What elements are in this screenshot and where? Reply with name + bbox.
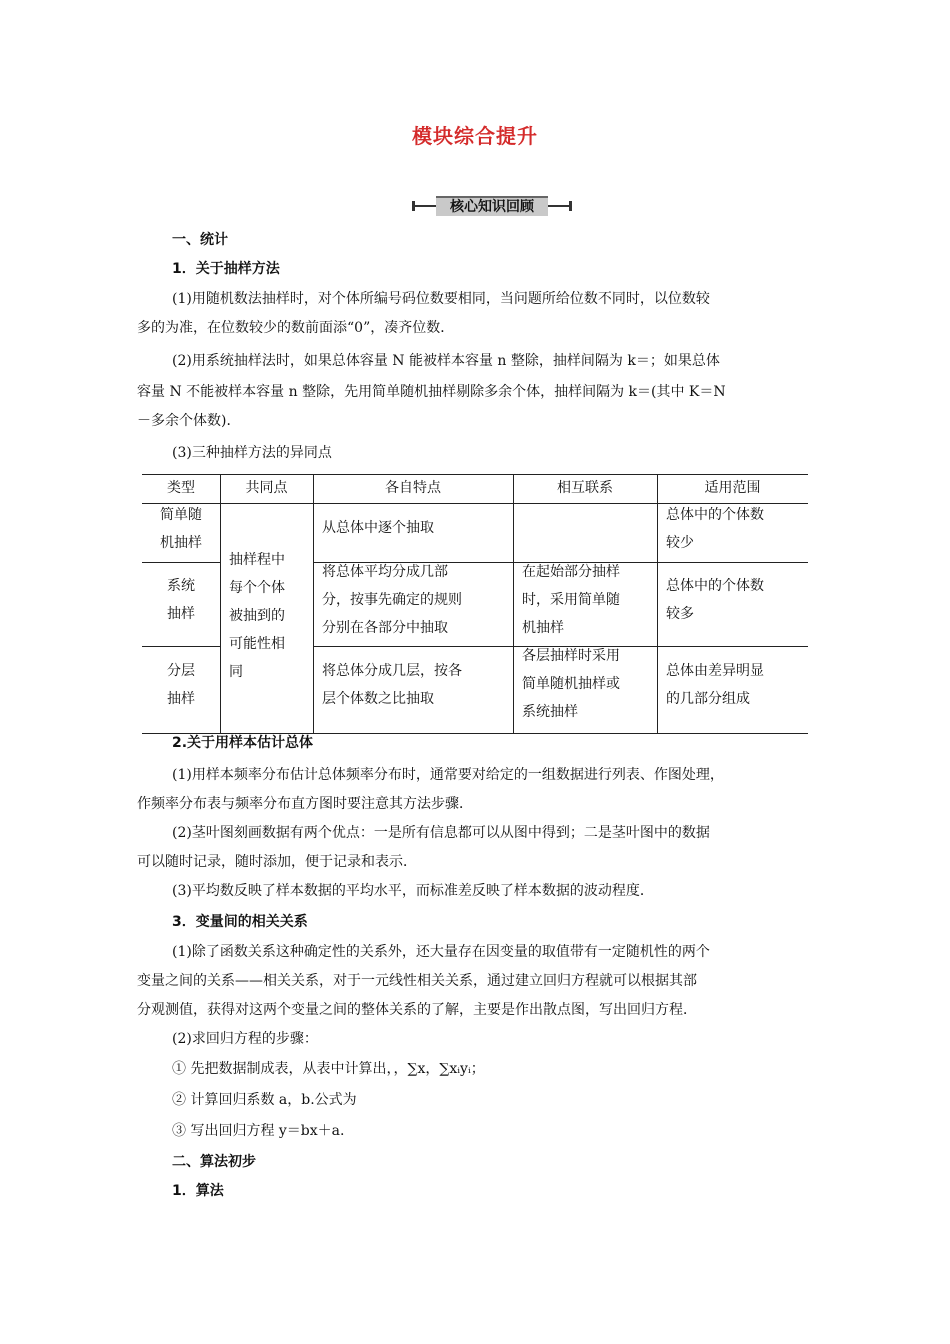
table-cell-feature: 从总体中逐个抽取: [322, 520, 434, 536]
section-heading-statistics: 一、统计: [172, 232, 228, 248]
subheading-algorithm: 1．算法: [172, 1183, 224, 1199]
paragraph-line: 多的为准，在位数较少的数前面添“0”，凑齐位数．: [137, 320, 455, 336]
table-cell-scope: 总体中的个体数 较少: [666, 507, 764, 551]
table-cell-type: 分层 抽样: [167, 663, 195, 707]
subheading-sample-estimation: 2.关于用样本估计总体: [172, 735, 314, 751]
subheading-correlation: 3．变量间的相关关系: [172, 914, 308, 930]
sampling-comparison-table: [142, 474, 808, 734]
step-item: ② 计算回归系数 a，b.公式为: [172, 1092, 357, 1108]
paragraph-line: (1)用随机数法抽样时，对个体所编号码位数要相同，当问题所给位数不同时，以位数较: [172, 291, 710, 307]
table-cell-relation: 各层抽样时采用 简单随机抽样或 系统抽样: [522, 648, 620, 720]
table-cell-scope: 总体中的个体数 较多: [666, 578, 764, 622]
page-title: 模块综合提升: [412, 124, 538, 148]
paragraph-line: 容量 N 不能被样本容量 n 整除，先用简单随机抽样剔除多余个体，抽样间隔为 k＝(其中 K＝N: [137, 384, 726, 400]
paragraph-line: (1)除了函数关系这种确定性的关系外，还大量存在因变量的取值带有一定随机性的两个: [172, 944, 710, 960]
table-header-type: 类型: [167, 480, 195, 496]
table-cell-feature: 将总体分成几层，按各 层个体数之比抽取: [322, 663, 462, 707]
step-item: ① 先把数据制成表，从表中计算出，，∑x，∑xᵢyᵢ；: [172, 1061, 485, 1077]
table-header-relation: 相互联系: [557, 480, 613, 496]
table-header-scope: 适用范围: [704, 480, 761, 496]
step-item: ③ 写出回归方程 y＝bx＋a.: [172, 1123, 345, 1139]
table-header-feature: 各自特点: [385, 480, 441, 496]
table-cell-relation: 在起始部分抽样 时，采用简单随 机抽样: [522, 564, 620, 636]
section-heading-algorithms: 二、算法初步: [172, 1154, 256, 1170]
paragraph-line: 作频率分布表与频率分布直方图时要注意其方法步骤．: [137, 796, 473, 812]
table-cell-type: 简单随 机抽样: [160, 507, 202, 551]
paragraph-line: 分观测值，获得对这两个变量之间的整体关系的了解，主要是作出散点图，写出回归方程．: [137, 1002, 697, 1018]
paragraph-line: －多余个体数)．: [137, 413, 241, 429]
table-cell-common: 抽样程中 每个个体 被抽到的 可能性相 同: [229, 552, 285, 680]
paragraph-line: 可以随时记录，随时添加，便于记录和表示．: [137, 854, 417, 870]
section-banner: [412, 196, 572, 216]
paragraph-line: (3)三种抽样方法的异同点: [172, 445, 332, 461]
paragraph-line: (2)用系统抽样法时，如果总体容量 N 能被样本容量 n 整除，抽样间隔为 k＝；如果总体: [172, 353, 720, 369]
paragraph-line: (2)茎叶图刻画数据有两个优点：一是所有信息都可以从图中得到；二是茎叶图中的数据: [172, 825, 710, 841]
paragraph-line: (3)平均数反映了样本数据的平均水平，而标准差反映了样本数据的波动程度．: [172, 883, 654, 899]
banner-right-cap: [569, 201, 572, 211]
table-cell-feature: 将总体平均分成几部 分，按事先确定的规则 分别在各部分中抽取: [322, 564, 462, 636]
paragraph-line: (2)求回归方程的步骤：: [172, 1031, 318, 1047]
banner-left-line: [412, 205, 436, 207]
paragraph-line: 变量之间的关系——相关关系，对于一元线性相关关系，通过建立回归方程就可以根据其部: [137, 973, 697, 989]
paragraph-line: (1)用样本频率分布估计总体频率分布时，通常要对给定的一组数据进行列表、作图处理，: [172, 767, 724, 783]
banner-label: 核心知识回顾: [436, 196, 548, 216]
table-header-common: 共同点: [245, 480, 288, 496]
table-cell-type: 系统 抽样: [167, 578, 195, 622]
subheading-sampling-methods: 1．关于抽样方法: [172, 261, 280, 277]
table-cell-scope: 总体由差异明显 的几部分组成: [666, 663, 764, 707]
